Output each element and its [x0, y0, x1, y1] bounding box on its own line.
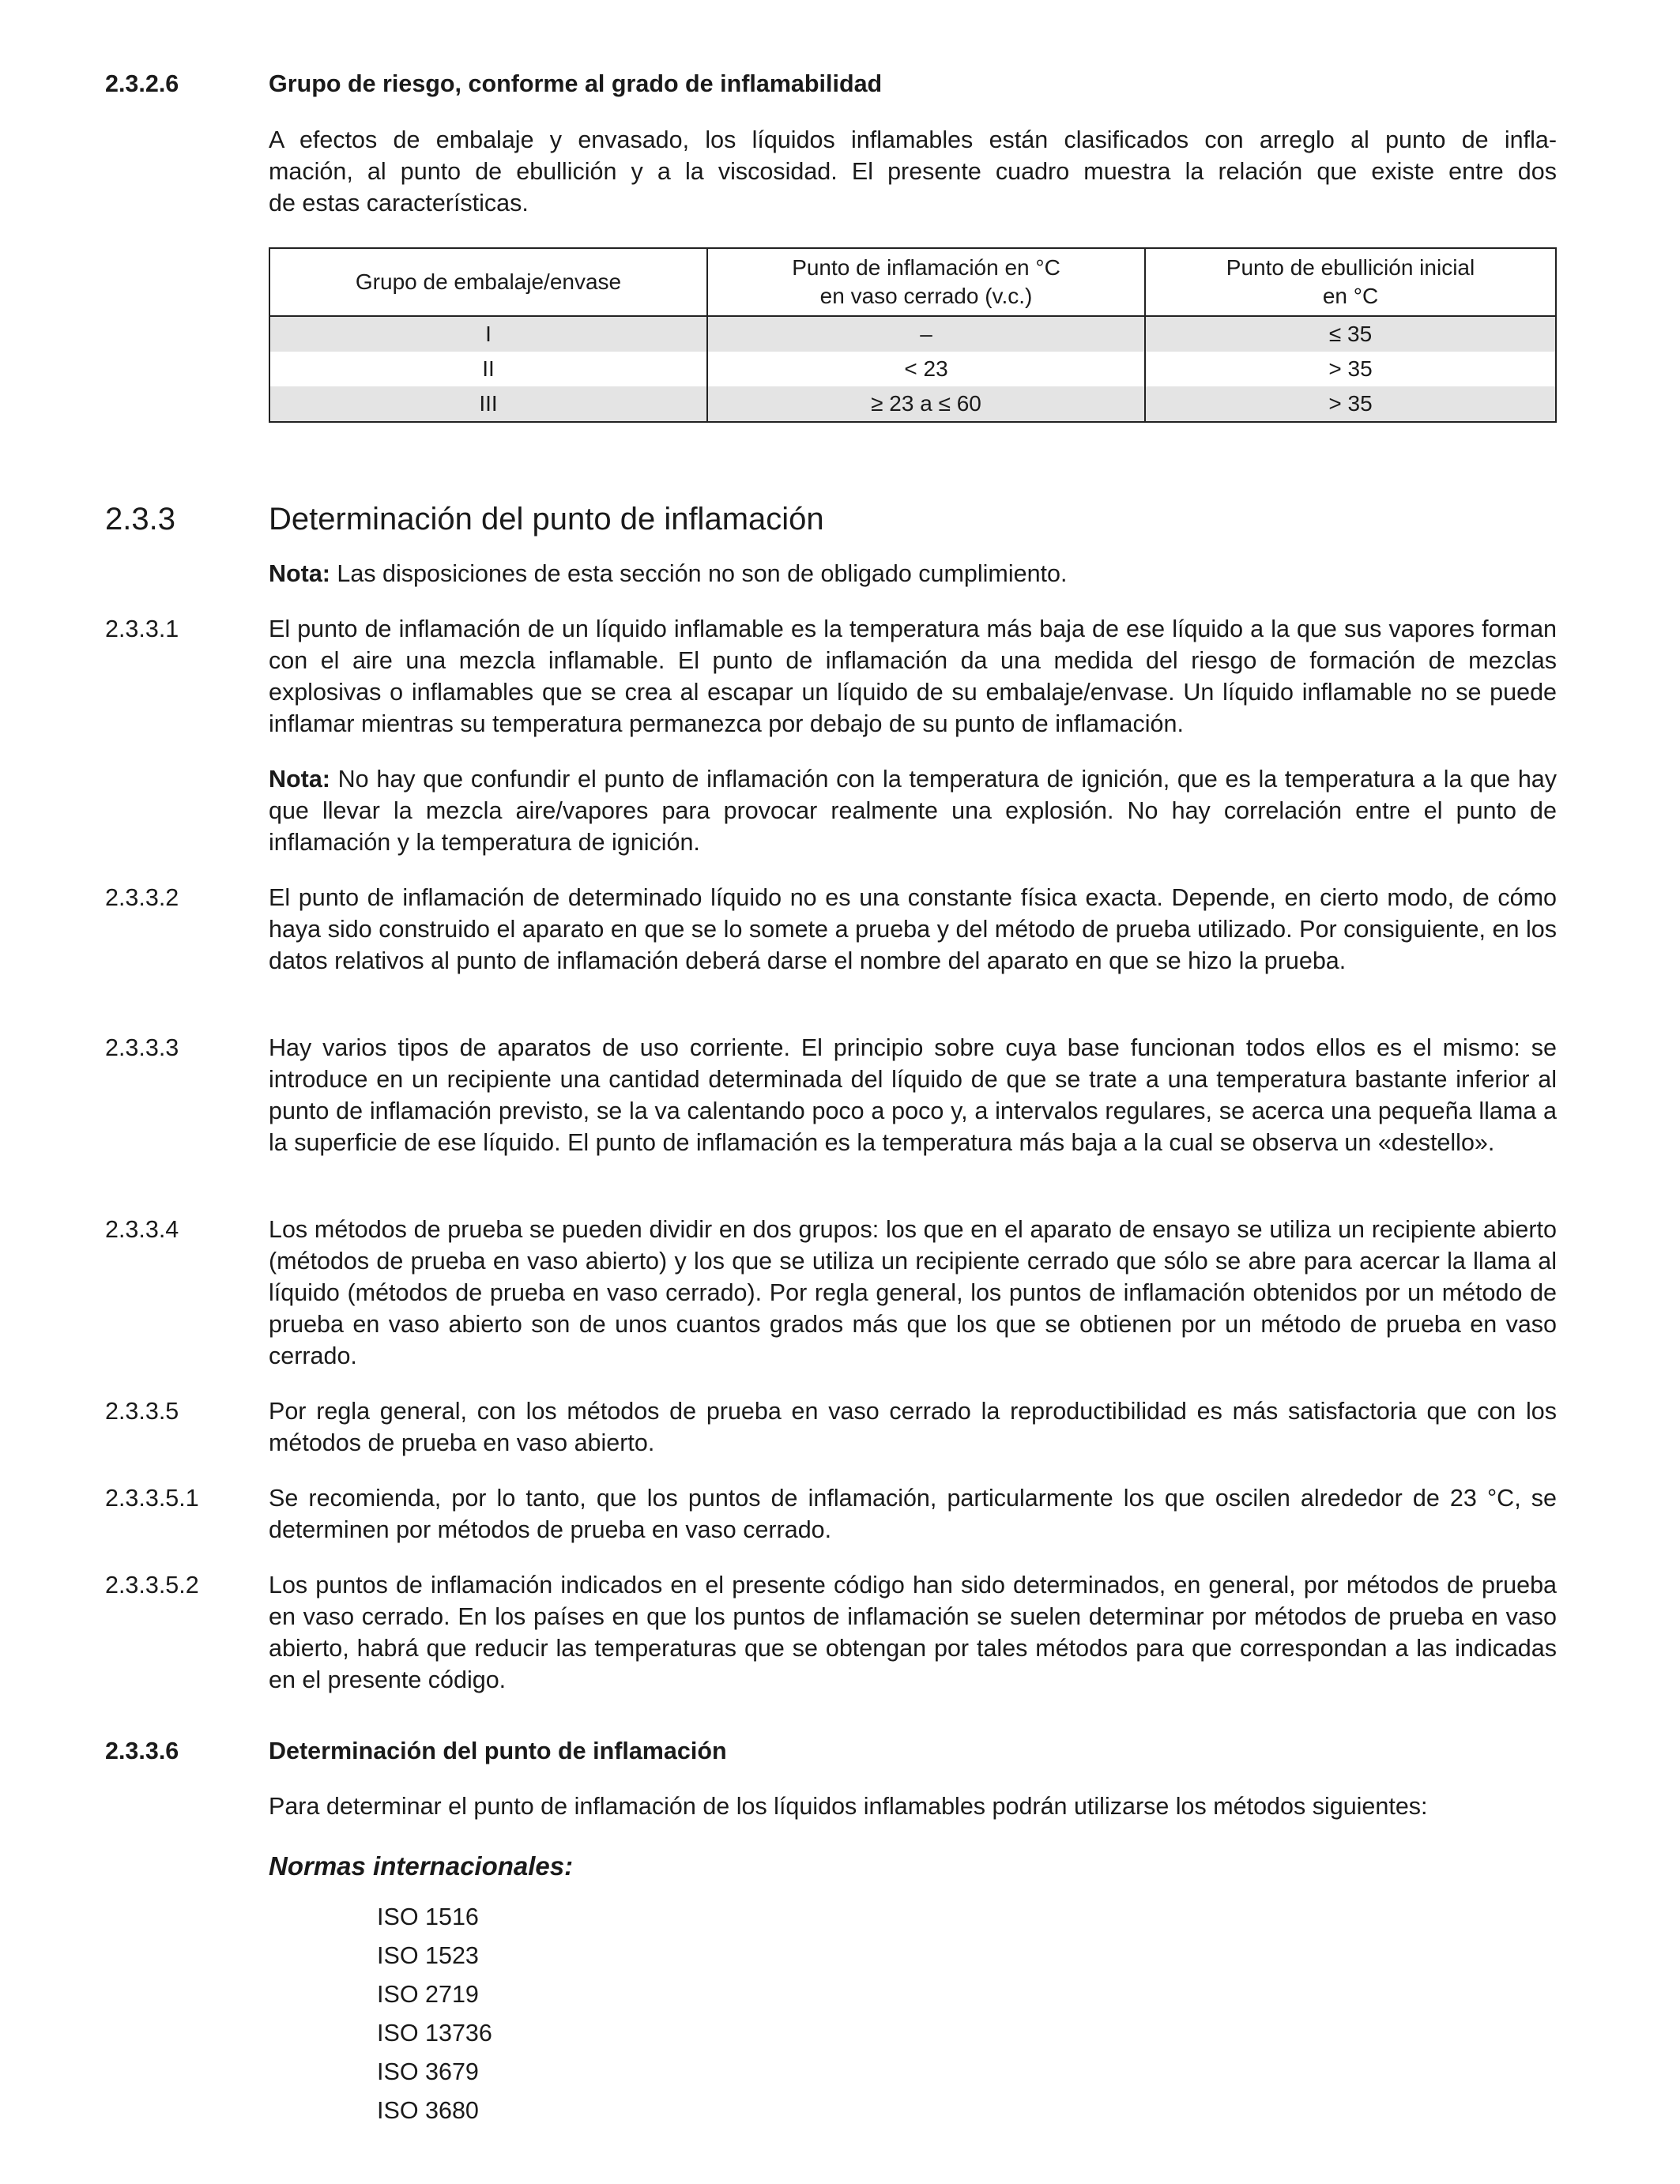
- list-item: ISO 3679: [377, 2058, 479, 2085]
- list-item: ISO 1516: [377, 1903, 479, 1930]
- table-cell: –: [707, 316, 1145, 352]
- paragraph-line: A efectos de embalaje y envasado, los líquidos inflamables están clasificados con arreglo al punto de infla-: [269, 126, 1557, 153]
- section-number: 2.3.3.5: [105, 1398, 179, 1425]
- list-item: ISO 2719: [377, 1981, 479, 2008]
- table-cell: < 23: [707, 352, 1145, 386]
- section-paragraph: Los métodos de prueba se pueden dividir en dos grupos: los que en el aparato de ensayo se utiliza un recipiente abierto (métodos de prueba en vaso abierto) y los que se utiliza un recipiente cerrado que sólo se abre para acercar la llama al líquido (métodos de prueba en vaso cerrado). Por regla general, los puntos de inflamación obtenidos por un método de prueba en vaso abierto son de unos cuantos grados más que los que se obtienen por un método de prueba en vaso cerrado.: [269, 1216, 1557, 1369]
- table-header-cell: [269, 248, 707, 316]
- section-paragraph: Hay varios tipos de aparatos de uso corriente. El principio sobre cuya base funcionan todos ellos es el mismo: se introduce en un recipiente una cantidad determinada del líquido de que se trate a una temperatura bastante inferior al punto de inflamación previsto, se la va calentando poco a poco y, a intervalos regulares, se acerca una pequeña llama a la superficie de ese líquido. El punto de inflamación es la temperatura más baja a la cual se observa un «destello».: [269, 1034, 1557, 1156]
- section-paragraph: El punto de inflamación de un líquido inflamable es la temperatura más baja de ese líquido a la que sus vapores forman con el aire una mezcla inflamable. El punto de inflamación da una medida del riesgo de formación de mezclas explosivas o inflamables que se crea al escapar un líquido de su embalaje/envase. Un líquido inflamable no se puede inflamar mientras su temperatura permanezca por debajo de su punto de inflamación.: [269, 616, 1557, 737]
- note-text: No hay que confundir el punto de inflamación con la temperatura de ignición, que es la temperatura a la que hay que llevar la mezcla aire/vapores para provocar realmente una explosión. No hay correlación entre el punto de inflamación y la temperatura de ignición.: [269, 766, 1557, 856]
- table-cell: ≥ 23 a ≤ 60: [707, 386, 1145, 422]
- section-title: Grupo de riesgo, conforme al grado de inflamabilidad: [269, 70, 883, 97]
- header-line: Grupo de embalaje/envase: [355, 269, 622, 294]
- subheading: Normas internacionales:: [269, 1851, 574, 1881]
- table-cell: ≤ 35: [1145, 316, 1556, 352]
- section-number: 2.3.3.2: [105, 884, 179, 911]
- table-header-row: [269, 248, 1556, 316]
- section-number: 2.3.3.3: [105, 1034, 179, 1061]
- section-title: Determinación del punto de inflamación: [269, 502, 824, 537]
- list-item: ISO 3680: [377, 2097, 479, 2124]
- section-paragraph: [269, 124, 1557, 219]
- table-row: [269, 316, 1556, 352]
- paragraph-line: mación, al punto de ebullición y a la viscosidad. El presente cuadro muestra la relación que existe entre dos: [269, 158, 1557, 185]
- header-line: Punto de inflamación en °C: [792, 255, 1060, 280]
- header-line: Punto de ebullición inicial: [1226, 255, 1475, 280]
- paragraph-line: de estas características.: [269, 190, 529, 217]
- section-paragraph: Por regla general, con los métodos de prueba en vaso cerrado la reproductibilidad es más satisfactoria que con los métodos de prueba en vaso abierto.: [269, 1398, 1557, 1456]
- section-title: Determinación del punto de inflamación: [269, 1738, 727, 1764]
- section-number: 2.3.3.6: [105, 1738, 179, 1764]
- table-cell: III: [269, 386, 707, 422]
- table-header-cell: [1145, 248, 1556, 316]
- note-label: Nota:: [269, 560, 330, 587]
- list-item: ISO 1523: [377, 1942, 479, 1969]
- note-text: Las disposiciones de esta sección no son de obligado cumplimiento.: [330, 560, 1068, 587]
- table-cell: I: [269, 316, 707, 352]
- section-paragraph: Los puntos de inflamación indicados en el presente código han sido determinados, en general, por métodos de prueba en vaso cerrado. En los países en que los puntos de inflamación se suelen determinar por métodos de prueba en vaso abierto, habrá que reducir las temperaturas que se obtengan por tales métodos para que correspondan a las indicadas en el presente código.: [269, 1572, 1557, 1693]
- section-number: 2.3.3: [105, 502, 175, 537]
- note-label: Nota:: [269, 766, 330, 793]
- header-line: en vaso cerrado (v.c.): [819, 284, 1033, 308]
- list-item: ISO 13736: [377, 2020, 492, 2047]
- table-row: [269, 352, 1556, 386]
- section-number: 2.3.3.5.2: [105, 1572, 199, 1598]
- header-line: en °C: [1322, 284, 1379, 308]
- table-row: [269, 386, 1556, 422]
- table-cell: > 35: [1145, 386, 1556, 422]
- section-number: 2.3.3.4: [105, 1216, 179, 1243]
- note: [269, 763, 1557, 858]
- section-paragraph: Se recomienda, por lo tanto, que los puntos de inflamación, particularmente los que oscilen alrededor de 23 °C, se determinen por métodos de prueba en vaso cerrado.: [269, 1485, 1557, 1543]
- table-header-cell: [707, 248, 1145, 316]
- section-number: 2.3.3.1: [105, 616, 179, 642]
- section-number: 2.3.2.6: [105, 70, 179, 97]
- section-paragraph: El punto de inflamación de determinado líquido no es una constante física exacta. Depende, en cierto modo, de cómo haya sido construido el aparato en que se lo somete a prueba y del método de prueba utilizado. Por consiguiente, en los datos relativos al punto de inflamación deberá darse el nombre del aparato en que se hizo la prueba.: [269, 884, 1557, 974]
- table-cell: > 35: [1145, 352, 1556, 386]
- section-number: 2.3.3.5.1: [105, 1485, 199, 1512]
- packing-group-table: [269, 247, 1557, 423]
- section-paragraph: Para determinar el punto de inflamación de los líquidos inflamables podrán utilizarse los métodos siguientes:: [269, 1793, 1428, 1820]
- note: [269, 558, 1557, 589]
- table-cell: II: [269, 352, 707, 386]
